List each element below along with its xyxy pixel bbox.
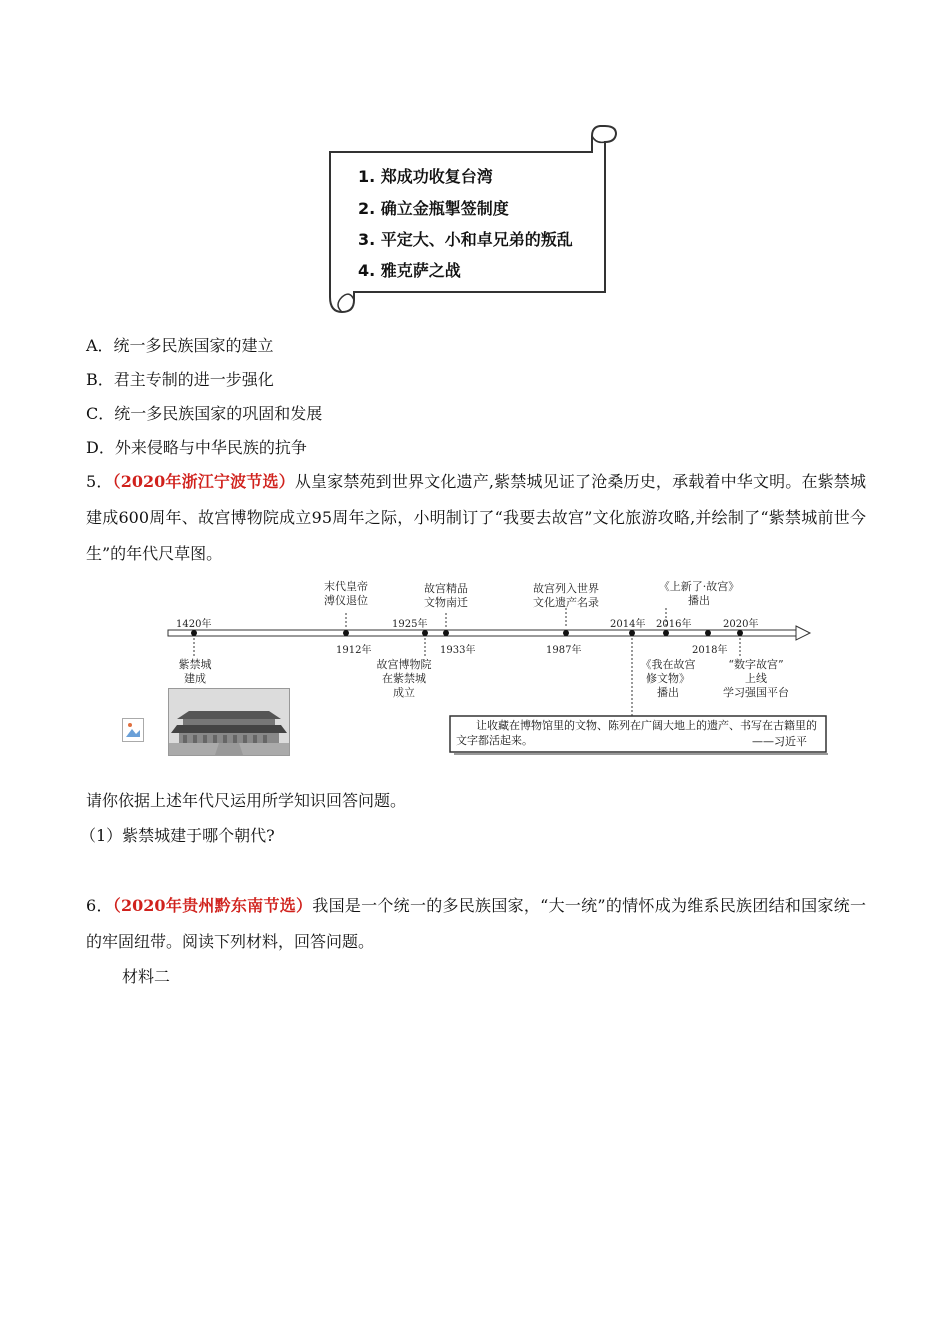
question-5-sub1: （1）紫禁城建于哪个朝代? [80, 826, 275, 845]
event-label-show-2016: 《上新了·故宫》 播出 [658, 580, 740, 607]
scroll-figure [320, 122, 625, 317]
scroll-item-1: 1. 郑成功收复台湾 [358, 167, 493, 186]
quote-author: ——习近平 [752, 735, 807, 748]
year-1420: 1420年 [176, 619, 212, 630]
year-2020: 2020年 [723, 619, 759, 630]
question-5-prompt: 请你依据上述年代尺运用所学知识回答问题。 [86, 791, 407, 810]
year-1933: 1933年 [440, 645, 476, 656]
question-6-number: 6． [86, 896, 113, 915]
year-2014: 2014年 [610, 619, 646, 630]
material-label: 材料二 [122, 967, 171, 986]
scroll-item-3: 3. 平定大、小和卓兄弟的叛乱 [358, 230, 573, 249]
palace-drawing [169, 689, 289, 755]
question-6 [86, 888, 866, 960]
year-1987: 1987年 [546, 645, 582, 656]
scroll-drawing [320, 122, 625, 317]
option-a: A．统一多民族国家的建立 [86, 336, 274, 355]
question-5 [86, 464, 866, 572]
event-label-relocation: 故宫精品 文物南迁 [424, 582, 468, 609]
scroll-item-4: 4. 雅克萨之战 [358, 261, 461, 280]
timeline-figure [120, 578, 840, 758]
option-d: D．外来侵略与中华民族的抗争 [86, 438, 307, 457]
broken-image-icon [122, 718, 144, 742]
event-label-museum: 故宫博物院 在紫禁城 成立 [376, 658, 432, 699]
scroll-item-2: 2. 确立金瓶掣签制度 [358, 199, 509, 218]
quote-text: 让收藏在博物馆里的文物、陈列在广阔大地上的遗产、书写在古籍里的文字都活起来。 [456, 719, 817, 747]
event-label-puyi: 末代皇帝 溥仪退位 [324, 580, 368, 607]
forbidden-city-photo [168, 688, 290, 756]
question-6-text: 我国是一个统一的多民族国家，“大一统”的情怀成为维系民族团结和国家统一的牢固纽带。阅读下列材料，回答问题。 [86, 896, 866, 951]
year-2018: 2018年 [692, 645, 728, 656]
event-label-heritage: 故宫列入世界 文化遗产名录 [533, 582, 599, 609]
event-label-show-2016b: 《我在故宫 修文物》 播出 [640, 658, 696, 699]
option-c: C．统一多民族国家的巩固和发展 [86, 404, 323, 423]
question-6-source: （2020年贵州黔东南节选） [112, 896, 313, 915]
year-1925: 1925年 [392, 619, 428, 630]
question-5-text: 从皇家禁苑到世界文化遗产,紫禁城见证了沧桑历史，承载着中华文明。在紫禁城建成600周年、故宫博物院成立95周年之际，小明制订了“我要去故宫”文化旅游攻略,并绘制了“紫禁城前世今生”的年代尺草图。 [86, 472, 866, 563]
question-5-number: 5． [86, 472, 113, 491]
event-label-built: 紫禁城 建成 [178, 658, 212, 685]
question-5-source: （2020年浙江宁波节选） [112, 472, 295, 491]
option-b: B．君主专制的进一步强化 [86, 370, 274, 389]
event-label-digital: “数字故宫” 上线 学习强国平台 [723, 658, 789, 699]
year-1912: 1912年 [336, 645, 372, 656]
year-2016: 2016年 [656, 619, 692, 630]
